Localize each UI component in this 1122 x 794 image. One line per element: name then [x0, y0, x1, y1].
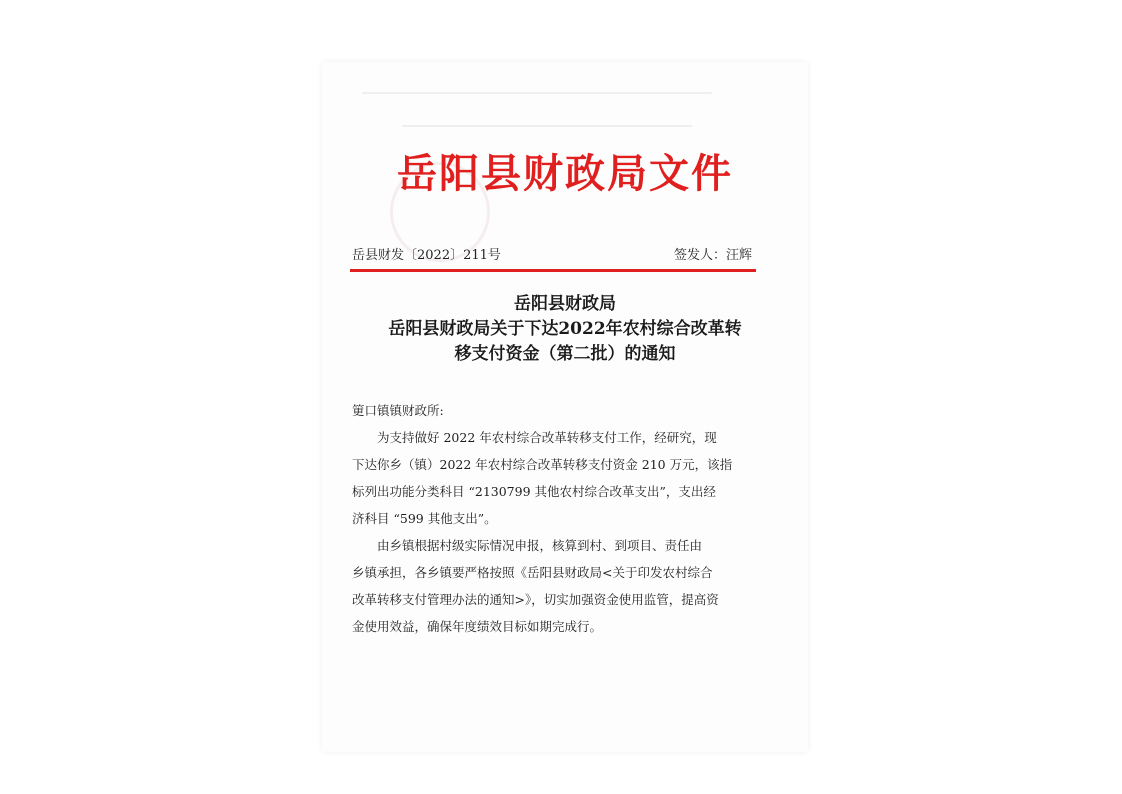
title-line: 岳阳县财政局关于下达2022年农村综合改革转 [388, 319, 742, 339]
title-line: 移支付资金（第二批）的通知 [454, 344, 676, 364]
recipient-line: 筻口镇镇财政所: [352, 403, 444, 418]
document-page [322, 62, 808, 752]
document-number: 岳县财发〔2022〕211号 [352, 248, 501, 263]
document-signer: 签发人：汪辉 [673, 248, 752, 263]
document-header: 岳阳县财政局文件 [397, 151, 733, 197]
title-line: 岳阳县财政局 [514, 294, 616, 314]
red-divider-line [350, 269, 756, 272]
paragraph-line: 改革转移支付管理办法的通知>》，切实加强资金使用监管，提高资 [352, 592, 719, 607]
document-title [322, 292, 808, 367]
bleed-through-line [362, 92, 712, 94]
paragraph-line: 下达你乡（镇）2022 年农村综合改革转移支付资金 210 万元，该指 [352, 457, 733, 472]
paragraph-line: 由乡镇根据村级实际情况申报，核算到村、到项目、责任由 [377, 538, 703, 553]
paragraph-line: 金使用效益，确保年度绩效目标如期完成行。 [352, 619, 603, 634]
document-meta-row [352, 246, 752, 266]
document-body [352, 397, 776, 640]
paragraph-line: 济科目 “599 其他支出”。 [352, 511, 497, 526]
bleed-through-line [402, 125, 692, 127]
paragraph-line: 乡镇承担，各乡镇要严格按照《岳阳县财政局<关于印发农村综合 [352, 565, 713, 580]
paragraph-line: 为支持做好 2022 年农村综合改革转移支付工作，经研究，现 [377, 430, 717, 445]
paragraph-line: 标列出功能分类科目 “2130799 其他农村综合改革支出”，支出经 [352, 484, 716, 499]
